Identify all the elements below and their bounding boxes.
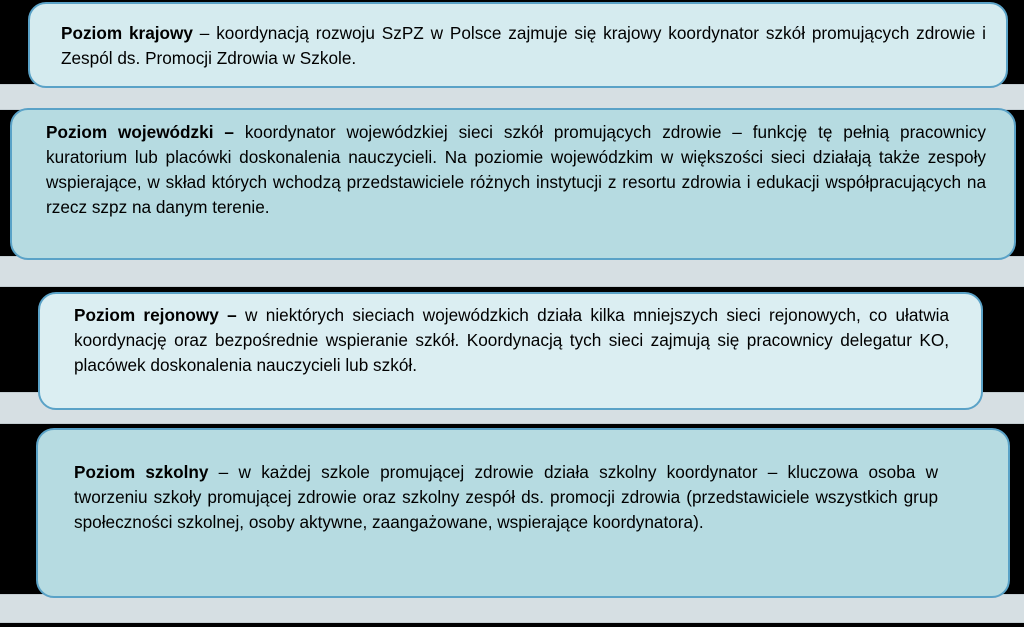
level-description: [74, 303, 949, 378]
level-box-rejonowy: [38, 292, 983, 410]
band-wojewodzki: [0, 256, 1024, 287]
level-separator: –: [218, 305, 246, 325]
level-box-szkolny: [36, 428, 1010, 598]
level-separator: –: [208, 462, 239, 482]
band-szkolny: [0, 594, 1024, 623]
level-box-krajowy: [28, 2, 1008, 88]
level-name: Poziom szkolny: [74, 462, 209, 482]
level-name: Poziom wojewódzki: [46, 122, 214, 142]
level-separator: –: [192, 23, 217, 43]
level-description: [74, 460, 938, 535]
level-description: [46, 120, 986, 220]
level-name: Poziom krajowy: [61, 23, 193, 43]
level-separator: –: [213, 122, 245, 142]
level-description: [61, 21, 986, 71]
level-text: w każdej szkole promującej zdrowie działa szkolny koordynator – kluczowa osoba w tworzeniu szkoły promującej zdrowie oraz szkolny zespół ds. promocji zdrowia (przedstawiciele wszystkich grup społeczności szkolnej, osoby aktywne, zaangażowane, wspierające koordynatora).: [74, 462, 938, 532]
level-box-wojewodzki: [10, 108, 1016, 260]
level-text: w niektórych sieciach wojewódzkich działa kilka mniejszych sieci rejonowych, co ułatwia koordynację oraz bezpośrednie wspieranie szkół. Koordynacją tych sieci zajmują się pracownicy delegatur KO, placówek doskonalenia nauczycieli lub szkół.: [74, 305, 949, 375]
level-name: Poziom rejonowy: [74, 305, 219, 325]
level-text: koordynator wojewódzkiej sieci szkół promujących zdrowie – funkcję tę pełnią pracownicy kuratorium lub placówki doskonalenia nauczycieli. Na poziomie wojewódzkim w większości sieci działają także zespoły wspierające, w skład których wchodzą przedstawiciele różnych instytucji z resortu zdrowia i edukacji współpracujących na rzecz szpz na danym terenie.: [46, 122, 986, 217]
level-text: koordynacją rozwoju SzPZ w Polsce zajmuje się krajowy koordynator szkół promujących zdrowie i Zespól ds. Promocji Zdrowia w Szkole.: [61, 23, 986, 68]
